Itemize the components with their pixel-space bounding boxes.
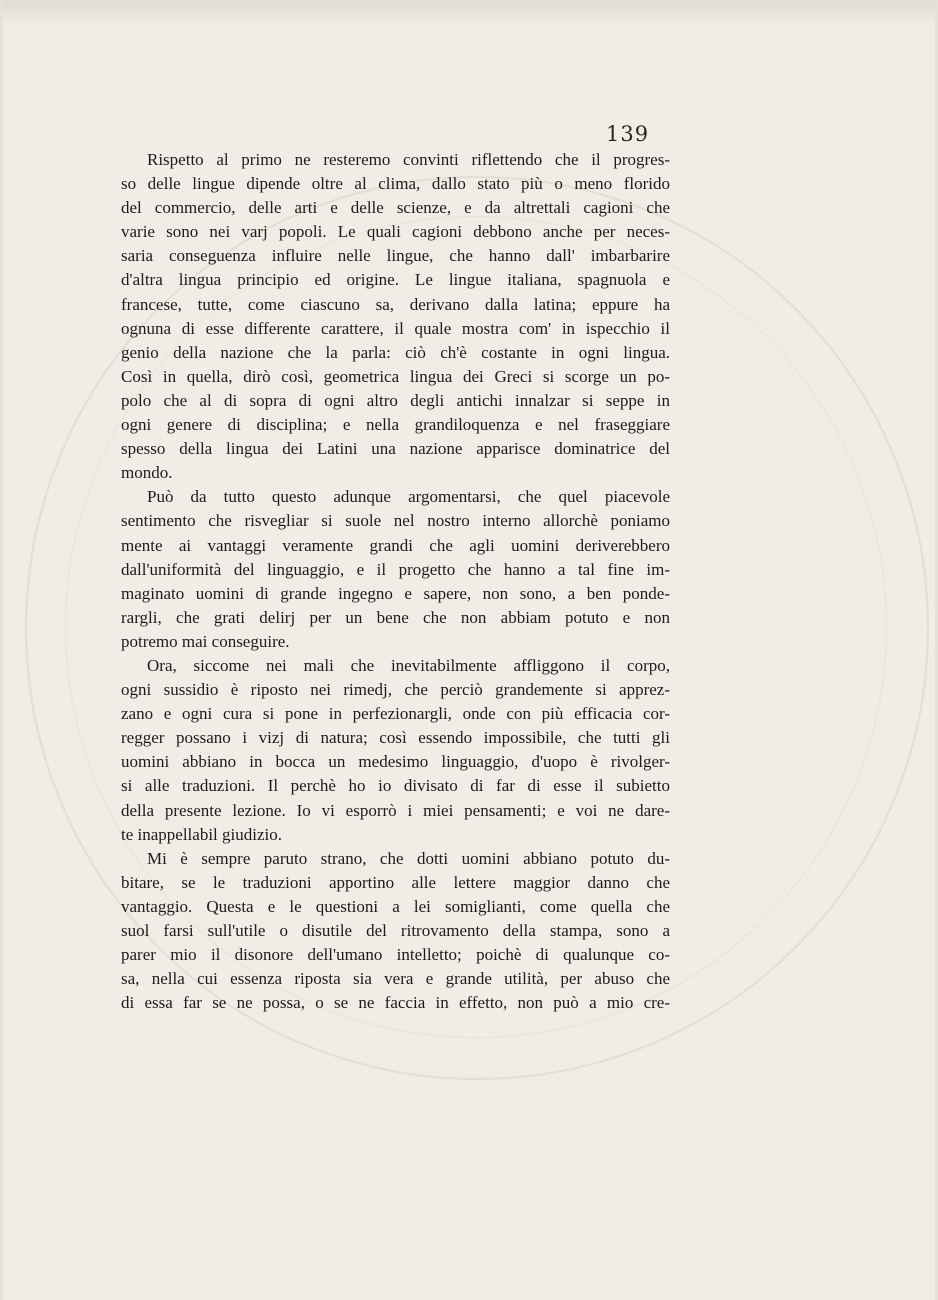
text-line: so delle lingue dipende oltre al clima, dallo stato più o meno florido — [121, 174, 670, 194]
text-line: rargli, che grati delirj per un bene che non abbiam potuto e non — [121, 607, 670, 627]
text-line: zano e ogni cura si pone in perfezionargli, onde con più efficacia cor- — [121, 704, 670, 724]
text-line: sa, nella cui essenza riposta sia vera e grande utilità, per abuso che — [121, 969, 670, 989]
page-number: 139 — [606, 122, 650, 146]
text-line: spesso della lingua dei Latini una nazione apparisce dominatrice del — [121, 439, 670, 459]
text-line: del commercio, delle arti e delle scienze, e da altrettali cagioni che — [121, 198, 670, 218]
paragraph — [121, 485, 670, 654]
text-line: ogni sussidio è riposto nei rimedj, che perciò grandemente si apprez- — [121, 680, 670, 700]
text-line: di essa far se ne possa, o se ne faccia in effetto, non può a mio cre- — [121, 993, 670, 1013]
text-line: ognuna di esse differente carattere, il quale mostra com' in ispecchio il — [121, 318, 670, 338]
text-line: potremo mai conseguire. — [121, 631, 290, 651]
text-line: vantaggio. Questa e le questioni a lei somiglianti, come quella che — [121, 896, 670, 916]
text-line: uomini abbiano in bocca un medesimo linguaggio, d'uopo è rivolger- — [121, 752, 670, 772]
text-line: Ora, siccome nei mali che inevitabilmente affliggono il corpo, — [147, 655, 670, 675]
text-line: suol farsi sull'utile o disutile del ritrovamento della stampa, sono a — [121, 921, 670, 940]
page-edge-shadow — [3, 6, 935, 26]
paragraph — [121, 847, 670, 1016]
text-line: Così in quella, dirò così, geometrica lingua dei Greci si scorge un po- — [121, 366, 670, 386]
text-line: bitare, se le traduzioni apportino alle lettere maggior danno che — [121, 872, 670, 892]
text-line: della presente lezione. Io vi esporrò i miei pensamenti; e voi ne dare- — [121, 800, 670, 820]
text-line: francese, tutte, come ciascuno sa, derivano dalla latina; eppure ha — [121, 294, 670, 314]
text-line: Può da tutto questo adunque argomentarsi, che quel piacevole — [147, 487, 670, 507]
body-text — [121, 148, 670, 1015]
text-line: mente ai vantaggi veramente grandi che agli uomini deriverebbero — [121, 535, 670, 555]
paragraph — [121, 148, 670, 485]
text-line: saria conseguenza influire nelle lingue, che hanno dall' imbarbarire — [121, 246, 670, 266]
text-line: mondo. — [121, 463, 173, 483]
text-line: si alle traduzioni. Il perchè ho io divisato di far di esse il subietto — [121, 776, 670, 796]
text-line: varie sono nei varj popoli. Le quali cagioni debbono anche per neces- — [121, 222, 670, 242]
text-line: polo che al di sopra di ogni altro degli antichi innalzar si seppe in — [121, 390, 670, 410]
text-line: sentimento che risvegliar si suole nel nostro interno allorchè poniamo — [121, 511, 670, 531]
text-line: d'altra lingua principio ed origine. Le lingue italiana, spagnuola e — [121, 270, 670, 290]
text-line: Mi è sempre paruto strano, che dotti uomini abbiano potuto du- — [147, 848, 670, 868]
text-line: parer mio il disonore dell'umano intelletto; poichè di qualunque co- — [121, 945, 670, 965]
text-line: regger possano i vizj di natura; così essendo impossibile, che tutti gli — [121, 728, 670, 748]
text-line: Rispetto al primo ne resteremo convinti riflettendo che il progres- — [147, 150, 670, 169]
text-line: te inappellabil giudizio. — [121, 824, 282, 844]
text-line: maginato uomini di grande ingegno e sapere, non sono, a ben ponde- — [121, 583, 670, 603]
text-line: dall'uniformità del linguaggio, e il progetto che hanno a tal fine im- — [121, 559, 670, 579]
text-line: ogni genere di disciplina; e nella grandiloquenza e nel fraseggiare — [121, 415, 670, 435]
paragraph — [121, 654, 670, 847]
text-line: genio della nazione che la parla: ciò ch'è costante in ogni lingua. — [121, 342, 670, 362]
